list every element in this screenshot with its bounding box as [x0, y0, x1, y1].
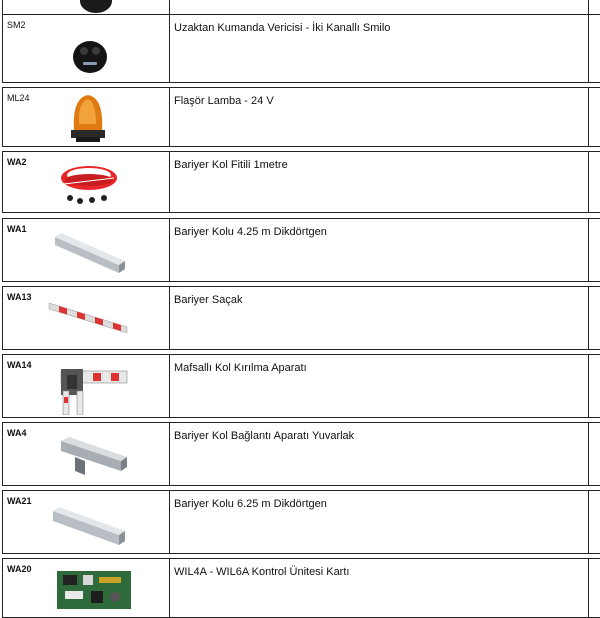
product-code: WA1 [7, 224, 27, 234]
hinged-arm-joint-icon [53, 361, 133, 415]
table-row [0, 0, 600, 15]
desc-cell [169, 558, 589, 618]
desc-cell [169, 422, 589, 486]
desc-cell [169, 151, 589, 213]
desc-cell [169, 0, 589, 15]
table-row [0, 490, 600, 554]
extra-cell [588, 87, 600, 147]
table-row [0, 286, 600, 350]
product-description: WIL4A - WIL6A Kontrol Ünitesi Kartı [174, 566, 350, 578]
desc-cell [169, 490, 589, 554]
arm-bracket-icon [55, 433, 131, 479]
desc-cell [169, 14, 589, 83]
code-cell [2, 151, 170, 213]
code-cell [2, 14, 170, 83]
extra-cell [588, 14, 600, 83]
product-description: Uzaktan Kumanda Vericisi - İki Kanallı Smilo [174, 22, 391, 34]
desc-cell [169, 218, 589, 282]
product-description: Flaşör Lamba - 24 V [174, 95, 274, 107]
product-code: SM2 [7, 20, 26, 30]
product-description: Bariyer Kol Bağlantı Aparatı Yuvarlak [174, 430, 355, 442]
barrier-arm-long-icon [49, 499, 129, 549]
code-cell [2, 354, 170, 418]
code-cell [2, 87, 170, 147]
product-description: Bariyer Kolu 6.25 m Dikdörtgen [174, 498, 327, 510]
product-code: WA2 [7, 157, 27, 167]
desc-cell [169, 286, 589, 350]
product-code: WA21 [7, 496, 32, 506]
product-code: WA20 [7, 564, 32, 574]
desc-cell [169, 87, 589, 147]
extra-cell [588, 354, 600, 418]
table-row [0, 87, 600, 147]
product-description: Mafsallı Kol Kırılma Aparatı [174, 362, 307, 374]
product-code: WA4 [7, 428, 27, 438]
barrier-arm-icon [51, 227, 127, 277]
extra-cell [588, 218, 600, 282]
product-code: WA14 [7, 360, 32, 370]
extra-cell [588, 151, 600, 213]
remote-control-icon [71, 37, 109, 77]
table-row [0, 422, 600, 486]
product-code: WA13 [7, 292, 32, 302]
remote-control-top-icon [79, 0, 113, 13]
control-board-icon [55, 569, 133, 609]
red-reflective-strip-icon [58, 158, 120, 206]
code-cell [2, 0, 170, 15]
code-cell [2, 218, 170, 282]
code-cell [2, 558, 170, 618]
table-row [0, 14, 600, 83]
desc-cell [169, 354, 589, 418]
product-code: ML24 [7, 93, 30, 103]
product-description: Bariyer Saçak [174, 294, 243, 306]
table-row [0, 218, 600, 282]
table-row [0, 354, 600, 418]
extra-cell [588, 0, 600, 15]
product-description: Bariyer Kol Fitili 1metre [174, 159, 288, 171]
flashing-lamp-icon [68, 92, 108, 144]
product-description: Bariyer Kolu 4.25 m Dikdörtgen [174, 226, 327, 238]
code-cell [2, 422, 170, 486]
extra-cell [588, 490, 600, 554]
table-row [0, 558, 600, 618]
extra-cell [588, 286, 600, 350]
extra-cell [588, 422, 600, 486]
extra-cell [588, 558, 600, 618]
code-cell [2, 286, 170, 350]
barrier-skirt-icon [45, 297, 131, 337]
code-cell [2, 490, 170, 554]
table-row [0, 151, 600, 213]
